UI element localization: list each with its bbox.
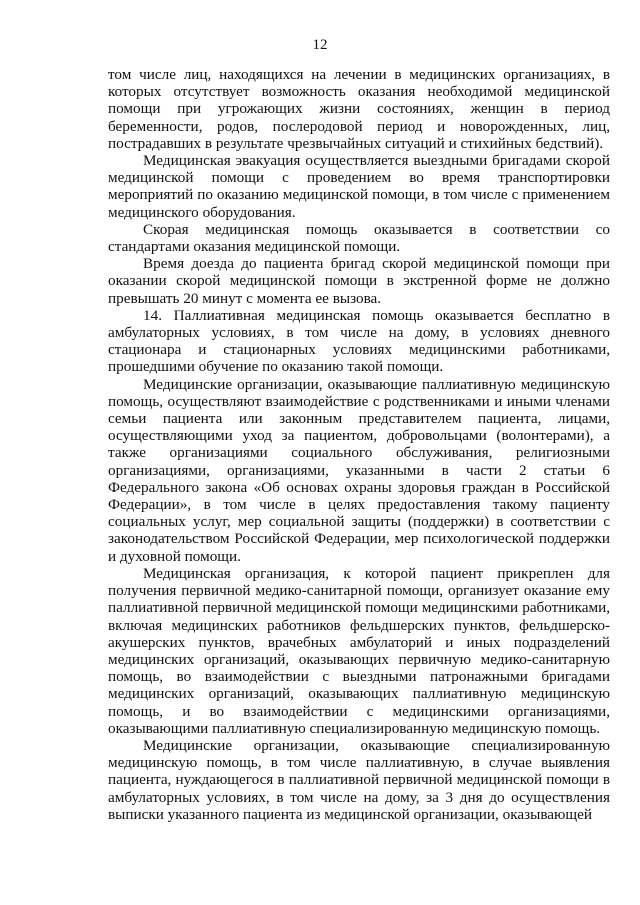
paragraph-emergency-standards: Скорая медицинская помощь оказывается в соответствии со стандартами оказания медицинской помощи. xyxy=(108,220,610,256)
paragraph-continuation: том числе лиц, находящихся на лечении в медицинских организациях, в которых отсутствует возможность оказания необходимой медицинской помощи при угрожающих жизни состояниях, женщин в период беременности, родов, послеродовой период и новорожденных, лиц, пострадавших в результате чрезвычайных ситуаций и стихийных бедствий). xyxy=(108,66,610,152)
paragraph-medical-evacuation: Медицинская эвакуация осуществляется выездными бригадами скорой медицинской помощи с проведением во время транспортировки мероприятий по оказанию медицинской помощи, в том числе с применением медицинского оборудования. xyxy=(108,152,610,221)
paragraph-arrival-time: Время доезда до пациента бригад скорой медицинской помощи при оказании скорой медицинской помощи в экстренной форме не должно превышать 20 минут с момента ее вызова. xyxy=(108,255,610,307)
paragraph-section-14: 14. Паллиативная медицинская помощь оказывается бесплатно в амбулаторных условиях, в том числе на дому, в условиях дневного стационара и стационарных условиях медицинскими работниками, прошедшими обучение по оказанию такой помощи. xyxy=(108,306,610,376)
paragraph-specialized-care: Медицинские организации, оказывающие специализированную медицинскую помощь, в том числе паллиативную, в случае выявления пациента, нуждающегося в паллиативной первичной медицинской помощи в амбулаторных условиях, в том числе на дому, за 3 дня до осуществления выписки указанного пациента из медицинской организации, оказывающей xyxy=(108,736,610,823)
paragraph-primary-care-organization: Медицинская организация, к которой пациент прикреплен для получения первичной медико-санитарной помощи, организует оказание ему паллиативной первичной медицинской помощи медицинскими работниками, включая медицинских работников фельдшерских пунктов, фельдшерско-акушерских пунктов, врачебных амбулаторий и иных подразделений медицинских организаций, оказывающих первичную медико-санитарную помощь, во взаимодействии с выездными патронажными бригадами медицинских организаций, оказывающих паллиативную медицинскую помощь, и во взаимодействии с медицинскими организациями, оказывающими паллиативную специализированную медицинскую помощь. xyxy=(108,564,610,737)
document-body xyxy=(108,66,610,823)
paragraph-palliative-cooperation: Медицинские организации, оказывающие паллиативную медицинскую помощь, осуществляют взаимодействие с родственниками и иными членами семьи пациента или законным представителем пациента, лицами, осуществляющими уход за пациентом, добровольцами (волонтерами), а также организациями социального обслуживания, религиозными организациями, организациями, указанными в части 2 статьи 6 Федерального закона «Об основах охраны здоровья граждан в Российской Федерации», в том числе в целях предоставления такому пациенту социальных услуг, мер социальной защиты (поддержки) в соответствии с законодательством Российской Федерации, мер психологической поддержки и духовной помощи. xyxy=(108,375,610,565)
page-number: 12 xyxy=(312,37,328,53)
